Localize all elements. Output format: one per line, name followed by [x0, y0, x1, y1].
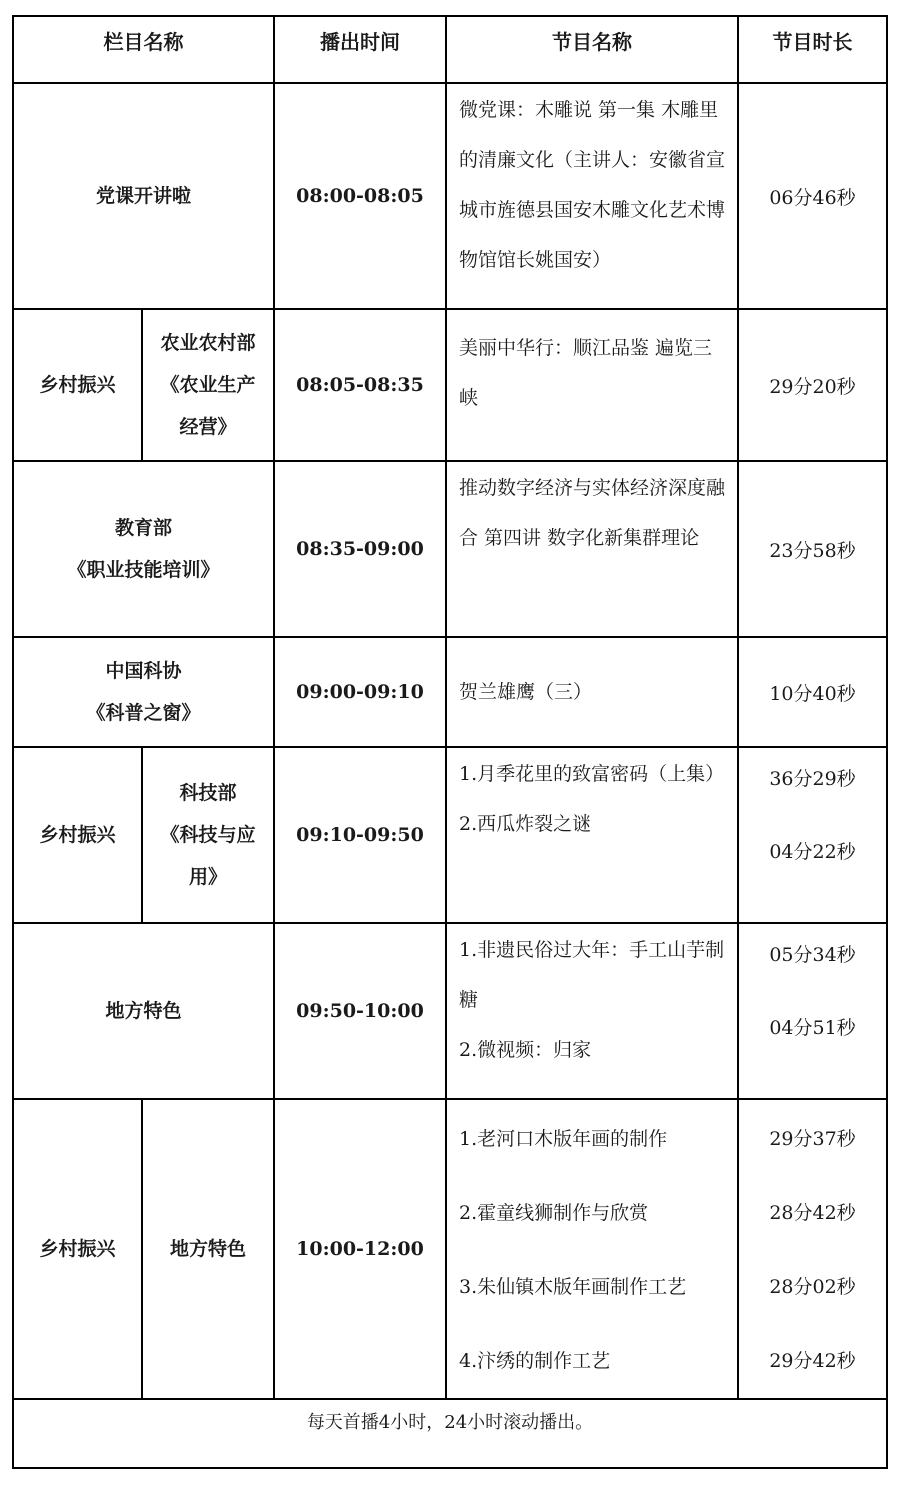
program-name: 3.朱仙镇木版年画制作工艺: [459, 1276, 687, 1298]
table-row: [13, 747, 887, 923]
table-row: [13, 83, 887, 309]
duration: 29分20秒: [738, 309, 887, 461]
table-row: [13, 637, 887, 747]
program-name: 微党课：木雕说 第一集 木雕里的清廉文化（主讲人：安徽省宣城市旌德县国安木雕文化艺术博物馆馆长姚国安）: [459, 99, 726, 271]
column-name: 地方特色: [13, 923, 274, 1099]
duration: 29分37秒: [769, 1128, 856, 1150]
subcolumn-name: 科技部 《科技与应 用》: [142, 747, 274, 923]
broadcast-time: 08:00-08:05: [274, 83, 446, 309]
program-name: 2.西瓜炸裂之谜: [459, 813, 592, 835]
duration: 28分42秒: [769, 1202, 856, 1224]
broadcast-time: 09:50-10:00: [274, 923, 446, 1099]
subcolumn-name: 地方特色: [142, 1099, 274, 1399]
footer-note: 每天首播4小时，24小时滚动播出。: [13, 1399, 887, 1468]
column-name: 党课开讲啦: [13, 83, 274, 309]
program-name: 1.月季花里的致富密码（上集）: [459, 763, 725, 785]
table-row: [13, 1099, 887, 1399]
duration: 05分34秒: [769, 944, 856, 966]
program-name: 推动数字经济与实体经济深度融合 第四讲 数字化新集群理论: [459, 477, 726, 549]
broadcast-time: 08:35-09:00: [274, 461, 446, 637]
duration: 29分42秒: [769, 1350, 856, 1372]
table-row: [13, 461, 887, 637]
duration: 04分22秒: [769, 841, 856, 863]
broadcast-time: 08:05-08:35: [274, 309, 446, 461]
column-name: 乡村振兴: [13, 1099, 142, 1399]
broadcast-time: 10:00-12:00: [274, 1099, 446, 1399]
header-broadcast-time: 播出时间: [274, 16, 446, 83]
column-name: 中国科协 《科普之窗》: [13, 637, 274, 747]
duration: 36分29秒: [769, 768, 856, 790]
duration: 06分46秒: [738, 83, 887, 309]
table-row: [13, 923, 887, 1099]
schedule-table: [12, 15, 888, 1469]
duration: 28分02秒: [769, 1276, 856, 1298]
column-name: 乡村振兴: [13, 309, 142, 461]
duration: 23分58秒: [738, 461, 887, 637]
column-name: 教育部 《职业技能培训》: [13, 461, 274, 637]
program-name: 贺兰雄鹰（三）: [459, 681, 593, 703]
program-name: 美丽中华行：顺江品鉴 遍览三峡: [459, 337, 713, 409]
broadcast-time: 09:00-09:10: [274, 637, 446, 747]
program-name: 4.汴绣的制作工艺: [459, 1350, 611, 1372]
header-column-name: 栏目名称: [13, 16, 274, 83]
program-name: 1.非遗民俗过大年：手工山芋制糖: [459, 939, 725, 1011]
duration: 10分40秒: [738, 637, 887, 747]
header-duration: 节目时长: [738, 16, 887, 83]
subcolumn-name: 农业农村部 《农业生产 经营》: [142, 309, 274, 461]
table-row: [13, 309, 887, 461]
header-row: [13, 16, 887, 83]
footer-row: [13, 1399, 887, 1468]
program-name: 2.霍童线狮制作与欣赏: [459, 1202, 649, 1224]
column-name: 乡村振兴: [13, 747, 142, 923]
program-name: 2.微视频：归家: [459, 1039, 592, 1061]
broadcast-time: 09:10-09:50: [274, 747, 446, 923]
duration: 04分51秒: [769, 1017, 856, 1039]
program-name: 1.老河口木版年画的制作: [459, 1128, 668, 1150]
header-program-name: 节目名称: [446, 16, 738, 83]
